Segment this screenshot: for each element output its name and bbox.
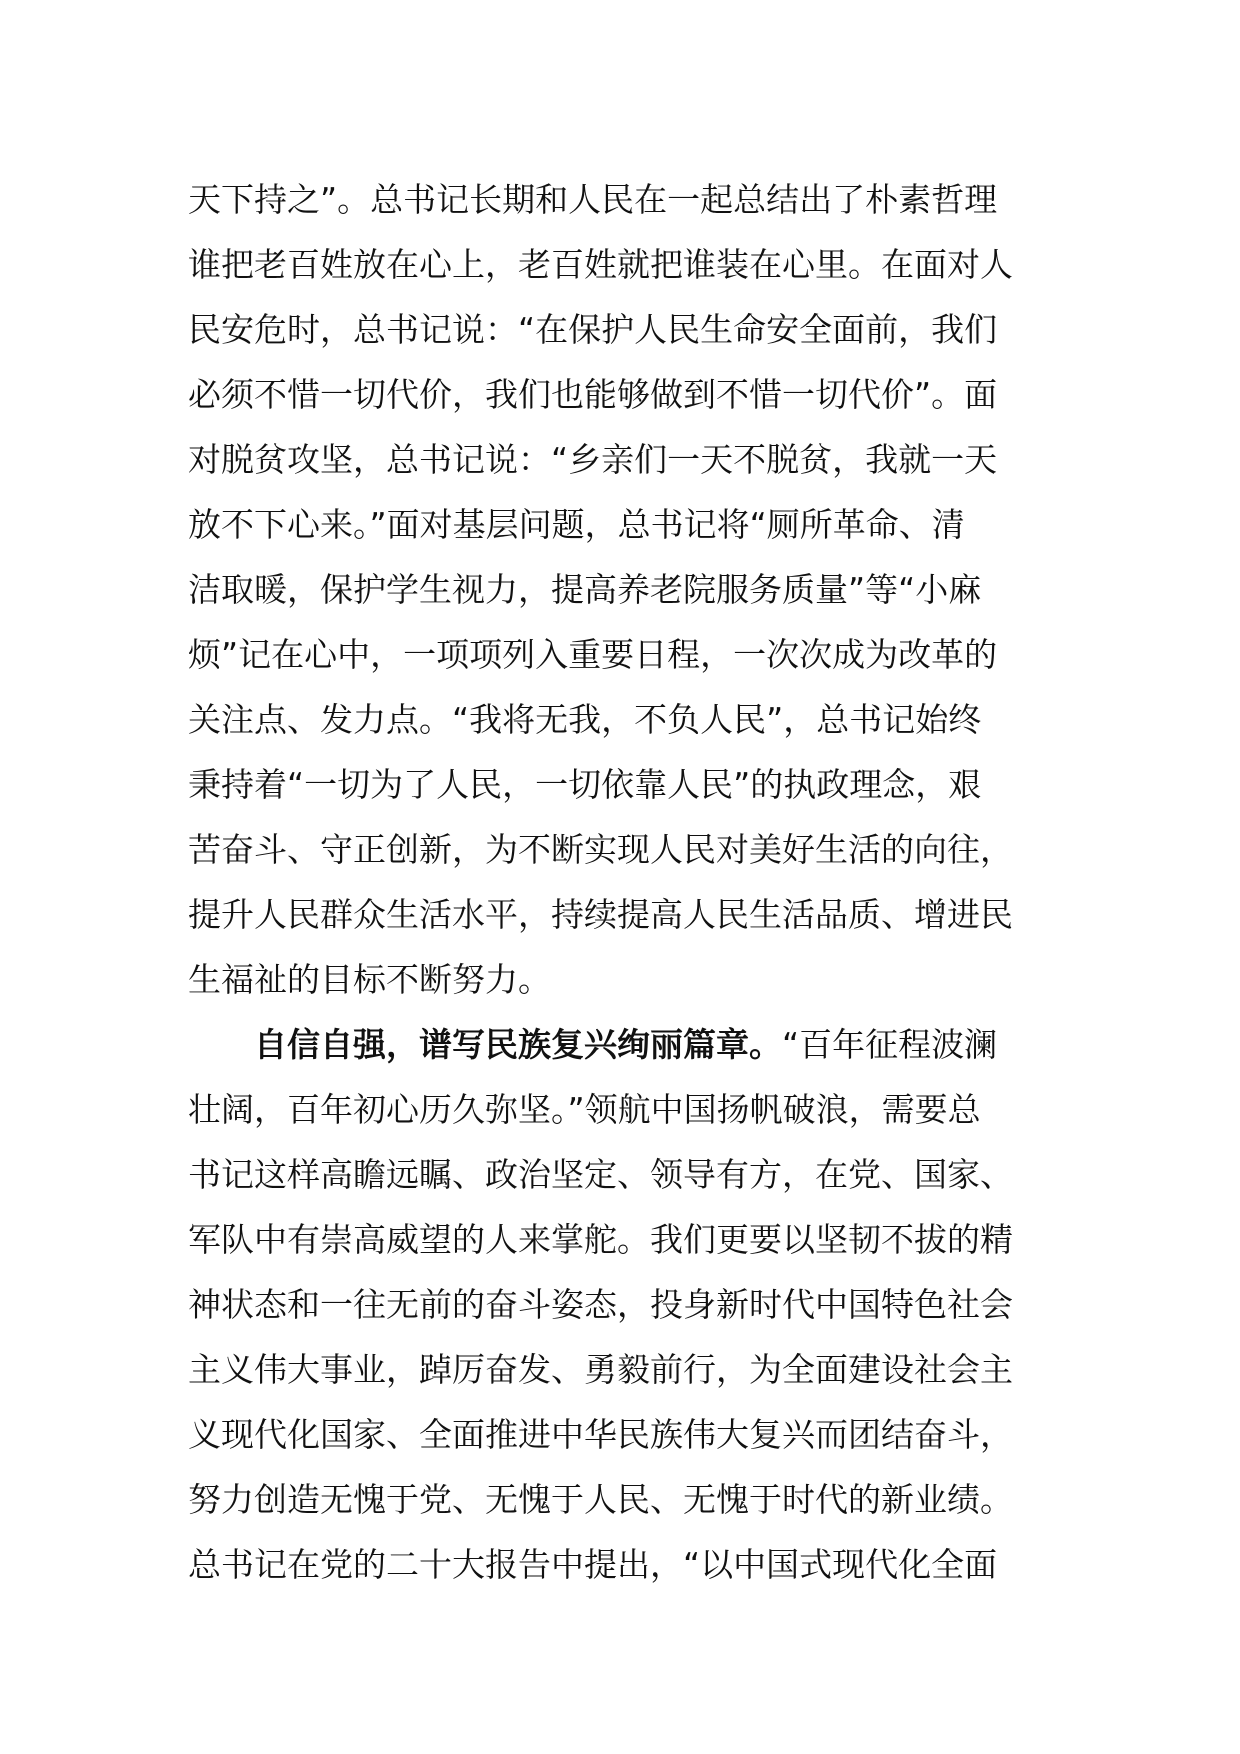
paragraph-2 [188, 1012, 1056, 1597]
document-body [188, 167, 1056, 1597]
text-line: 提升人民群众生活水平，持续提高人民生活品质、增进民 [188, 895, 1013, 934]
text-line: 对脱贫攻坚，总书记说：“乡亲们一天不脱贫，我就一天 [188, 440, 998, 479]
text-line: 壮阔，百年初心历久弥坚。”领航中国扬帆破浪，需要总 [188, 1090, 981, 1129]
section-heading: 自信自强，谱写民族复兴绚丽篇章。 [254, 1025, 782, 1064]
text-line: 放不下心来。”面对基层问题，总书记将“厕所革命、清 [188, 505, 965, 544]
text-line: 义现代化国家、全面推进中华民族伟大复兴而团结奋斗， [188, 1415, 1013, 1454]
text-line: 书记这样高瞻远瞩、政治坚定、领导有方，在党、国家、 [188, 1155, 1013, 1194]
text-line: 总书记在党的二十大报告中提出，“以中国式现代化全面 [188, 1545, 998, 1584]
text-line: 军队中有崇高威望的人来掌舵。我们更要以坚韧不拔的精 [188, 1220, 1013, 1259]
text-line: 秉持着“一切为了人民，一切依靠人民”的执政理念，艰 [188, 765, 982, 804]
text-line: 谁把老百姓放在心上，老百姓就把谁装在心里。在面对人 [188, 245, 1013, 284]
text-line: 必须不惜一切代价，我们也能够做到不惜一切代价”。面 [188, 375, 998, 414]
text-line: 苦奋斗、守正创新，为不断实现人民对美好生活的向往， [188, 830, 1013, 869]
paragraph-first-line [188, 1012, 1056, 1077]
text-line: 主义伟大事业，踔厉奋发、勇毅前行，为全面建设社会主 [188, 1350, 1013, 1389]
paragraph-1 [188, 167, 1056, 1012]
text-line: 烦”记在心中，一项项列入重要日程，一次次成为改革的 [188, 635, 998, 674]
text-line: 天下持之”。总书记长期和人民在一起总结出了朴素哲理 [188, 180, 998, 219]
text-line: 神状态和一往无前的奋斗姿态，投身新时代中国特色社会 [188, 1285, 1013, 1324]
text-line: 生福祉的目标不断努力。 [188, 960, 551, 999]
text-line: 洁取暖，保护学生视力，提高养老院服务质量”等“小麻 [188, 570, 982, 609]
text-line: 关注点、发力点。“我将无我，不负人民”，总书记始终 [188, 700, 982, 739]
text-line: 民安危时，总书记说：“在保护人民生命安全面前，我们 [188, 310, 998, 349]
heading-following-text: “百年征程波澜 [782, 1025, 998, 1064]
text-line: 努力创造无愧于党、无愧于人民、无愧于时代的新业绩。 [188, 1480, 1013, 1519]
